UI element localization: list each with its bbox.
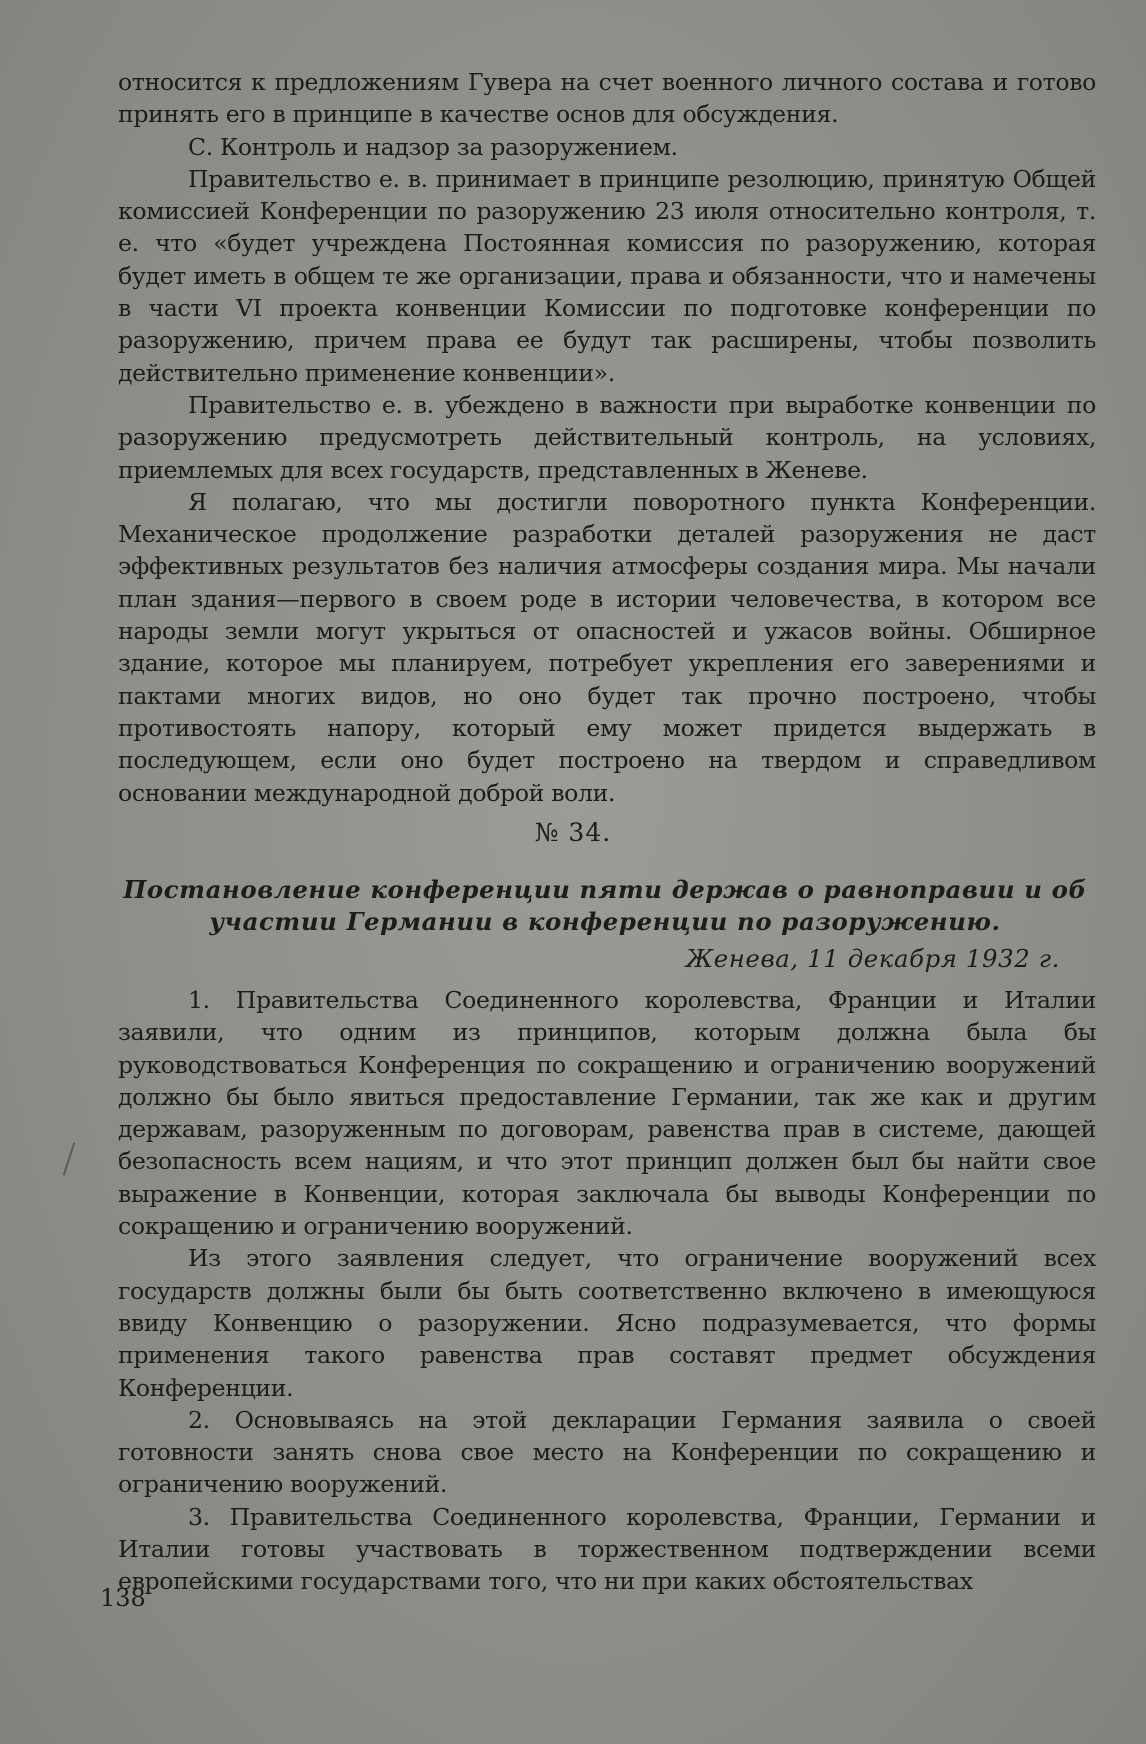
document-number: № 34. [534, 818, 612, 847]
text-block-bottom [118, 984, 1096, 1598]
paragraph: Правительство е. в. убеждено в важности при выработке конвенции по разоружению предусмотреть действительный контроль, на условиях, приемлемых для всех государств, представленных в Женеве. [118, 390, 1096, 484]
page-number: 138 [100, 1584, 146, 1612]
paragraph: 1. Правительства Соединенного королевства, Франции и Италии заявили, что одним из принципов, которым должна была бы руководствоваться Конференция по сокращению и ограничению вооружений должно бы было явиться предоставление Германии, так же как и другим державам, разоруженным по договорам, равенства прав в системе, дающей безопасность всем нациям, и что этот принцип должен был бы найти свое выражение в Конвенции, которая заключала бы выводы Конференции по сокращению и ограничению вооружений. [118, 986, 1096, 1241]
document-place-date: Женева, 11 декабря 1932 г. [685, 944, 1060, 973]
paragraph: Правительство е. в. принимает в принципе резолюцию, принятую Общей комиссией Конференции по разоружению 23 июля относительно контроля, т. е. что «будет учреждена Постоянная комиссия по разоружению, которая будет иметь в общем те же организации, права и обязанности, что и намечены в части VI проекта конвенции Комиссии по подготовке конференции по разоружению, причем права ее будут так расширены, чтобы позволить действительно применение конвенции». [118, 164, 1096, 387]
text-block-top [118, 66, 1096, 809]
paragraph: 3. Правительства Соединенного королевства, Франции, Германии и Италии готовы участвовать в торжественном подтверждении всеми европейскими государствами того, что ни при каких обстоятельствах [118, 1502, 1096, 1596]
paragraph: относится к предложениям Гувера на счет военного личного состава и готово принять его в принципе в качестве основ для обсуждения. [118, 68, 1096, 129]
margin-pencil-mark [63, 1143, 75, 1176]
paragraph: Я полагаю, что мы достигли поворотного пункта Конференции. Механическое продолжение разработки деталей разоружения не даст эффективных результатов без наличия атмосферы создания мира. Мы начали план здания—первого в своем роде в истории человечества, в котором все народы земли могут укрыться от опасностей и ужасов войны. Обширное здание, которое мы планируем, потребует укрепления его заверениями и пактами многих видов, но оно будет так прочно построено, чтобы противостоять напору, который ему может придется выдержать в последующем, если оно будет построено на твердом и справедливом основании международной доброй воли. [118, 487, 1096, 807]
paragraph: С. Контроль и надзор за разоружением. [188, 132, 678, 161]
paragraph: Из этого заявления следует, что ограничение вооружений всех государств должны были бы быть соответственно включено в имеющуюся ввиду Конвенцию о разоружении. Ясно подразумевается, что формы применения такого равенства прав составят предмет обсуждения Конференции. [118, 1244, 1096, 1402]
paragraph: 2. Основываясь на этой декларации Германия заявила о своей готовности занять снова свое место на Конференции по сокращению и ограничению вооружений. [118, 1405, 1096, 1499]
document-title: Постановление конференции пяти держав о равноправии и об участии Германии в конференции по разоружению. [123, 875, 1087, 937]
